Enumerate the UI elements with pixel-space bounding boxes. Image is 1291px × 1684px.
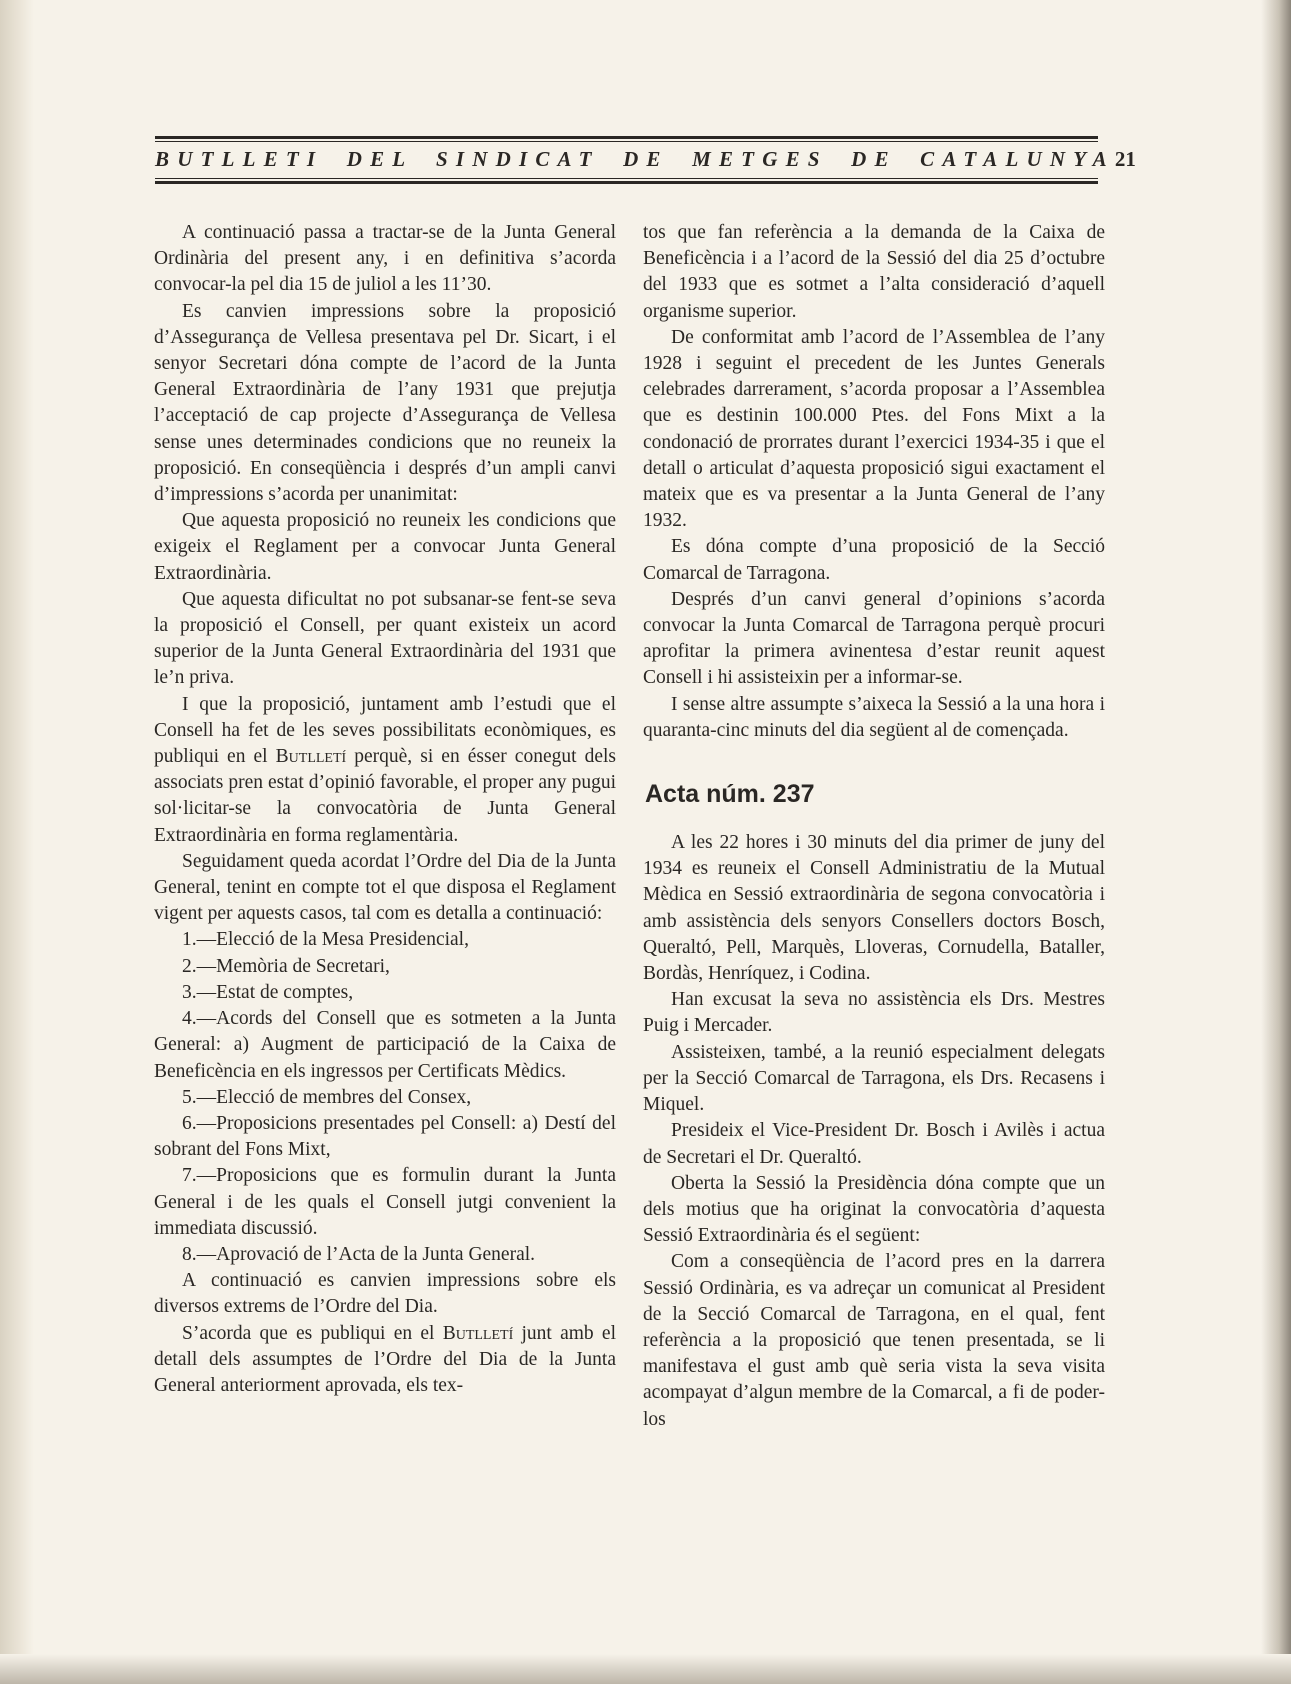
header-row bbox=[155, 142, 1136, 176]
paragraph bbox=[154, 1321, 616, 1400]
agenda-item: 4.—Acords del Consell que es sotmeten a la Junta General: a) Augment de participació de la Caixa de Beneficència en els ingressos per Certificats Mèdics. bbox=[154, 1008, 616, 1082]
text-run: junt amb el detall dels assumptes de l’Ordre del Dia de la Junta General anteriorment aprovada, els tex- bbox=[154, 1322, 616, 1396]
agenda-item: 6.—Proposicions presentades pel Consell: a) Destí del sobrant del Fons Mixt, bbox=[154, 1112, 616, 1161]
page-edge-left bbox=[0, 0, 34, 1684]
paragraph: Es canvien impressions sobre la proposició d’Assegurança de Vellesa presentava pel Dr. Sicart, i el senyor Secretari dóna compte de l’acord de la Junta General Extraordinària de l’any 1931 que prejutja l’acceptació de cap projecte d’Assegurança de Vellesa sense unes determinades condicions que no reuneix la proposició. En conseqüència i després d’un ampli canvi d’impressions s’acorda per unanimitat: bbox=[154, 300, 616, 506]
paragraph bbox=[154, 692, 616, 849]
paragraph: Han excusat la seva no assistència els Drs. Mestres Puig i Mercader. bbox=[643, 989, 1105, 1037]
paragraph: A continuació passa a tractar-se de la Junta General Ordinària del present any, i en definitiva s’acorda convocar-la pel dia 15 de juliol a les 11’30. bbox=[154, 222, 616, 296]
header-bottom-rule bbox=[155, 181, 1098, 184]
paragraph: De conformitat amb l’acord de l’Assemblea de l’any 1928 i seguint el precedent de les Juntes Generals celebrades darrerament, s’acorda proposar a l’Assemblea que es destinin 100.000 Ptes. del Fons Mixt a la condonació de prorrates durant l’exercici 1934-35 i que el detall o articulat d’aquesta proposició sigui exactament el mateix que es va presentar a la Junta General de l’any 1932. bbox=[643, 326, 1105, 532]
page-edge-right bbox=[1261, 0, 1291, 1684]
left-column bbox=[154, 220, 616, 1399]
right-column bbox=[643, 220, 1105, 1433]
paragraph: Seguidament queda acordat l’Ordre del Dia de la Junta General, tenint en compte tot el que disposa el Reglament vigent per aquests casos, tal com es detalla a continuació: bbox=[154, 850, 616, 925]
text-run: S’acorda que es publiqui en el bbox=[182, 1322, 443, 1344]
agenda-item: 2.—Memòria de Secretari, bbox=[182, 955, 390, 977]
butlleti-mention: Butlletí bbox=[275, 746, 347, 768]
header-top-rule bbox=[155, 136, 1098, 139]
running-header bbox=[155, 136, 1136, 184]
paragraph: Com a conseqüència de l’acord pres en la darrera Sessió Ordinària, es va adreçar un comunicat al President de la Secció Comarcal de Tarragona, en el qual, fent referència a la proposició que tenen presentada, se li manifestava el gust amb què seria vista la seva visita acompayat d’algun membre de la Comarcal, a fi de poder-los bbox=[643, 1251, 1105, 1430]
agenda-item: 7.—Proposicions que es formulin durant la Junta General i de les quals el Consell jutgi convenient la immediata discussió. bbox=[154, 1165, 616, 1239]
text-run: I que la proposició, juntament amb l’estudi que el Consell ha fet de les seves possibilitats econòmiques, es publiqui en el bbox=[154, 693, 616, 768]
butlleti-mention: Butlletí bbox=[442, 1322, 514, 1344]
paragraph: Oberta la Sessió la Presidència dóna compte que un dels motius que ha originat la convocatòria d’aquesta Sessió Extraordinària és el següent: bbox=[643, 1172, 1105, 1247]
paragraph: I sense altre assumpte s’aixeca la Sessió a la una hora i quaranta-cinc minuts del dia següent al de començada. bbox=[643, 693, 1105, 741]
journal-title: BUTLLETI DEL SINDICAT DE METGES DE CATALUNYA bbox=[155, 146, 1115, 171]
agenda-item: 5.—Elecció de membres del Consex, bbox=[182, 1086, 472, 1108]
paragraph: tos que fan referència a la demanda de la Caixa de Beneficència i a l’acord de la Sessió del dia 25 d’octubre del 1933 que es sotmet a l’alta consideració d’aquell organisme superior. bbox=[643, 222, 1105, 322]
paragraph: Que aquesta proposició no reuneix les condicions que exigeix el Reglament per a convocar Junta General Extraordinària. bbox=[154, 510, 616, 584]
paragraph: A continuació es canvien impressions sobre els diversos extrems de l’Ordre del Dia. bbox=[154, 1270, 616, 1318]
paragraph: Assisteixen, també, a la reunió especialment delegats per la Secció Comarcal de Tarragona, els Drs. Recasens i Miquel. bbox=[643, 1041, 1105, 1116]
paragraph: Presideix el Vice-President Dr. Bosch i Avilès i actua de Secretari el Dr. Queraltó. bbox=[643, 1120, 1105, 1168]
paragraph: Després d’un canvi general d’opinions s’acorda convocar la Junta Comarcal de Tarragona perquè procuri aprofitar la primera avinentesa d’estar reunit aquest Consell i hi assisteixin per a informar-se. bbox=[643, 588, 1105, 689]
paragraph: Es dóna compte d’una proposició de la Secció Comarcal de Tarragona. bbox=[643, 536, 1105, 584]
agenda-item: 1.—Elecció de la Mesa Presidencial, bbox=[182, 929, 469, 951]
section-heading: Acta núm. 237 bbox=[645, 780, 815, 809]
paragraph: A les 22 hores i 30 minuts del dia primer de juny del 1934 es reuneix el Consell Administratiu de la Mutual Mèdica en Sessió extraordinària de segona convocatòria i amb assistència dels senyors Consellers doctors Bosch, Queraltó, Pell, Marquès, Lloveras, Cornudella, Bataller, Bordàs, Henríquez, i Codina. bbox=[643, 832, 1105, 985]
text-run: perquè, si en ésser conegut dels associats pren estat d’opinió favorable, el proper any pugui sol·licitar-se la convocatòria de Junta General Extraordinària en forma reglamentària. bbox=[154, 746, 616, 846]
page-number: 21 bbox=[1114, 146, 1136, 171]
page-edge-bottom bbox=[0, 1654, 1291, 1684]
paragraph: Que aquesta dificultat no pot subsanar-se fent-se seva la proposició el Consell, per quant existeix un acord superior de la Junta General Extraordinària del 1931 que le’n priva. bbox=[154, 588, 616, 689]
agenda-item: 3.—Estat de comptes, bbox=[182, 981, 354, 1003]
header-bottom-rule-thin bbox=[155, 178, 1098, 179]
agenda-item: 8.—Aprovació de l’Acta de la Junta General. bbox=[182, 1243, 536, 1265]
